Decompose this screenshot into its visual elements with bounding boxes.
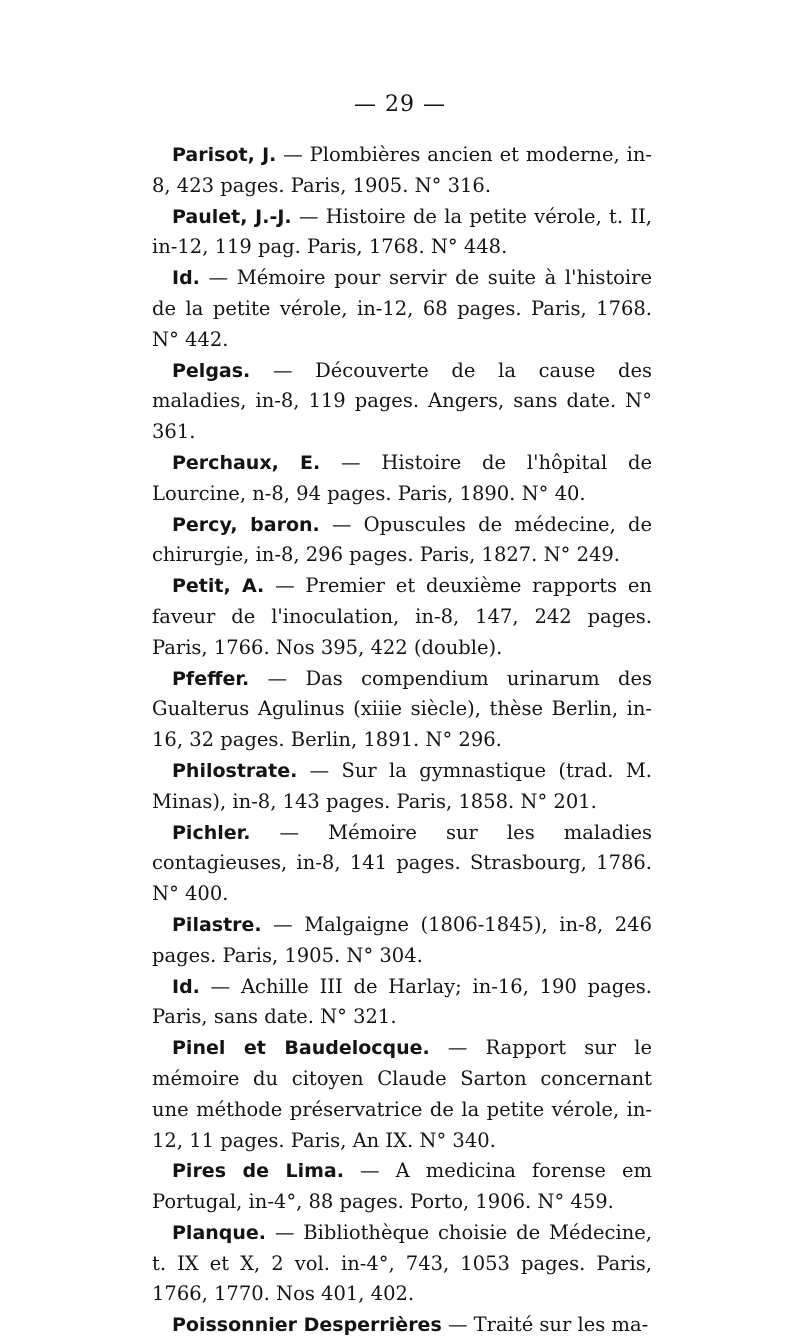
entry-author: Paulet, J.-J. <box>172 205 292 228</box>
bibliography-entry <box>152 818 652 910</box>
bibliography-entry <box>152 910 652 972</box>
bibliography-entry <box>152 571 652 663</box>
entry-text: — Malgaigne (1806-1845), in-8, 246 pages. Paris, 1905. N° 304. <box>152 912 652 967</box>
entry-text: — A medicina forense em Portugal, in-4°, 88 pages. Porto, 1906. N° 459. <box>152 1159 652 1214</box>
entry-author: Parisot, J. <box>172 144 277 166</box>
entry-author: Philostrate. <box>172 759 298 782</box>
bibliography-entry <box>152 140 652 202</box>
entry-author: Percy, baron. <box>172 513 320 536</box>
entry-author: Id. <box>172 267 200 290</box>
entry-text: — Bibliothèque choisie de Médecine, t. IX et X, 2 vol. in-4°, 743, 1053 pages. Paris, 1766, 1770. Nos 401, 402. <box>152 1220 652 1306</box>
bibliography-entry <box>152 1310 652 1341</box>
entry-text: — Rapport sur le mémoire du citoyen Claude Sarton concernant une méthode préservatrice de la petite vérole, in-12, 11 pages. Paris, An IX. N° 340. <box>152 1036 652 1152</box>
entry-text: — Histoire de la petite vérole, t. II, in-12, 119 pag. Paris, 1768. N° 448. <box>152 204 652 259</box>
page-number: — 29 — <box>354 92 446 117</box>
entry-author: Pinel et Baudelocque. <box>172 1037 430 1060</box>
bibliography-entry <box>152 1156 652 1218</box>
bibliography-list <box>152 140 652 1341</box>
bibliography-entry <box>152 202 652 264</box>
entry-text: — Plombières ancien et moderne, in-8, 423 pages. Paris, 1905. N° 316. <box>152 143 652 197</box>
bibliography-entry <box>152 356 652 448</box>
bibliography-entry <box>152 1033 652 1156</box>
entry-author: Perchaux, E. <box>172 451 321 474</box>
bibliography-entry <box>152 664 652 756</box>
entry-text: — Das compendium urinarum des Gualterus Agulinus (xiiie siècle), thèse Berlin, in-16, 32 pages. Berlin, 1891. N° 296. <box>152 666 652 752</box>
entry-text: — Opuscules de médecine, de chirurgie, in-8, 296 pages. Paris, 1827. N° 249. <box>152 512 652 567</box>
entry-author: Pichler. <box>172 821 251 844</box>
entry-text: — Traité sur les ma- <box>441 1313 649 1337</box>
entry-text: — Mémoire pour servir de suite à l'histoire de la petite vérole, in-12, 68 pages. Paris, 1768. N° 442. <box>152 266 652 351</box>
entry-text: — Achille III de Harlay; in-16, 190 pages. Paris, sans date. N° 321. <box>152 974 652 1029</box>
entry-text: — Histoire de l'hôpital de Lourcine, n-8, 94 pages. Paris, 1890. N° 40. <box>152 450 653 505</box>
bibliography-entry <box>152 448 652 510</box>
bibliography-entry <box>152 263 652 355</box>
entry-author: Pires de Lima. <box>172 1160 344 1183</box>
entry-author: Poissonnier Desperrières <box>172 1314 442 1337</box>
entry-author: Pelgas. <box>172 359 251 382</box>
bibliography-entry <box>152 510 652 572</box>
bibliography-entry <box>152 972 652 1034</box>
entry-text: — Premier et deuxième rapports en faveur de l'inoculation, in-8, 147, 242 pages. Paris, 1766. Nos 395, 422 (double). <box>152 574 652 659</box>
entry-author: Pfeffer. <box>172 667 250 690</box>
bibliography-entry <box>152 1218 652 1310</box>
bibliography-entry <box>152 756 652 818</box>
entry-text: — Découverte de la cause des maladies, in-8, 119 pages. Angers, sans date. N° 361. <box>152 358 652 444</box>
entry-text: — Sur la gymnastique (trad. M. Minas), in-8, 143 pages. Paris, 1858. N° 201. <box>152 758 652 813</box>
entry-text: — Mémoire sur les maladies contagieuses, in-8, 141 pages. Strasbourg, 1786. N° 400. <box>152 820 652 906</box>
entry-author: Petit, A. <box>172 575 265 598</box>
entry-author: Id. <box>172 975 200 998</box>
entry-author: Planque. <box>172 1221 267 1244</box>
entry-author: Pilastre. <box>172 913 262 936</box>
